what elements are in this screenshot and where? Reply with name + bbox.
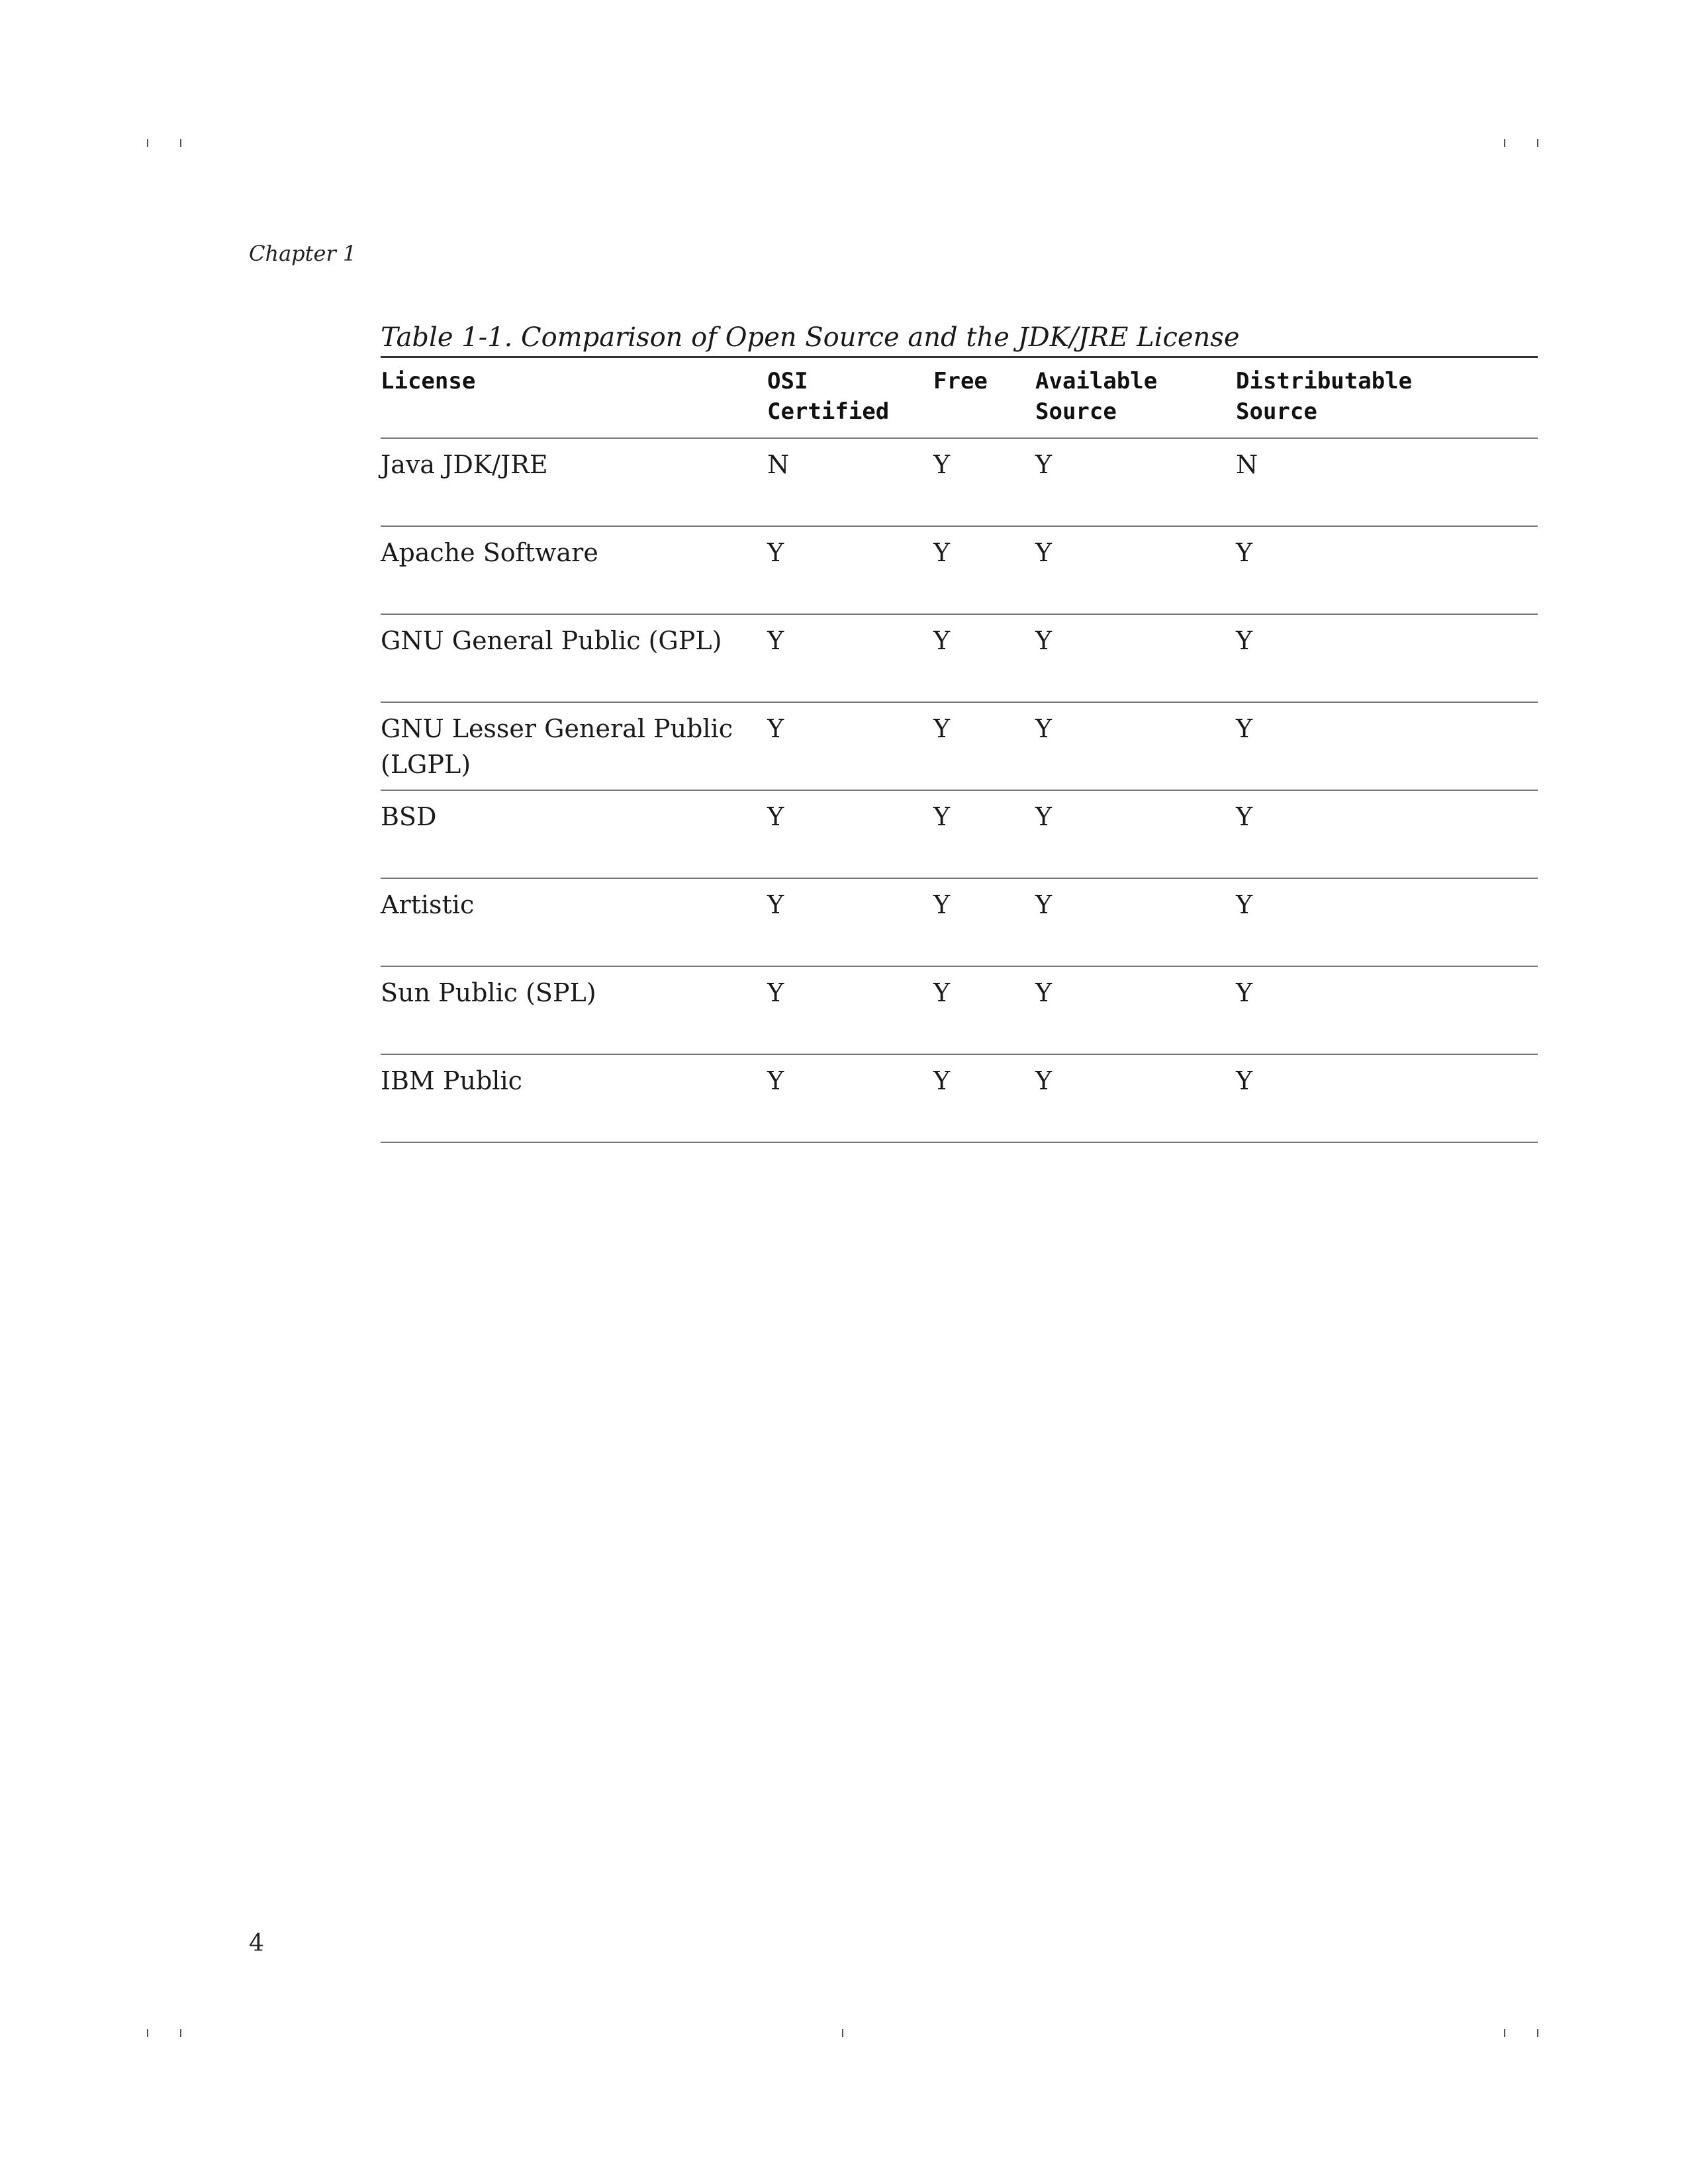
cell-license: Java JDK/JRE	[381, 438, 767, 526]
cell-osi-certified: Y	[767, 614, 933, 702]
table-row	[381, 614, 1538, 702]
crop-mark	[180, 2029, 181, 2037]
crop-mark	[1504, 2029, 1505, 2037]
cell-available-source: Y	[1035, 1054, 1236, 1142]
cell-free: Y	[933, 702, 1035, 790]
crop-mark	[180, 139, 181, 147]
crop-mark	[147, 139, 148, 147]
cell-available-source: Y	[1035, 526, 1236, 614]
table-caption: Table 1-1. Comparison of Open Source and the JDK/JRE License	[381, 322, 1240, 353]
cell-available-source: Y	[1035, 614, 1236, 702]
cell-available-source: Y	[1035, 878, 1236, 966]
cell-distributable-source: Y	[1236, 526, 1538, 614]
license-comparison-table	[381, 356, 1538, 1143]
cell-license: BSD	[381, 790, 767, 878]
cell-free: Y	[933, 790, 1035, 878]
table-row	[381, 702, 1538, 790]
cell-distributable-source: N	[1236, 438, 1538, 526]
cell-free: Y	[933, 966, 1035, 1054]
cell-available-source: Y	[1035, 438, 1236, 526]
crop-mark	[147, 2029, 148, 2037]
column-header-distributable-source: Distributable Source	[1236, 357, 1538, 439]
cell-distributable-source: Y	[1236, 1054, 1538, 1142]
cell-license: Sun Public (SPL)	[381, 966, 767, 1054]
cell-free: Y	[933, 614, 1035, 702]
cell-osi-certified: Y	[767, 702, 933, 790]
cell-license: Apache Software	[381, 526, 767, 614]
crop-mark	[1537, 2029, 1538, 2037]
cell-osi-certified: Y	[767, 966, 933, 1054]
cell-free: Y	[933, 878, 1035, 966]
table-row	[381, 438, 1538, 526]
cell-available-source: Y	[1035, 790, 1236, 878]
crop-mark	[842, 2029, 843, 2037]
cell-free: Y	[933, 438, 1035, 526]
column-header-license: License	[381, 357, 767, 439]
cell-osi-certified: Y	[767, 790, 933, 878]
crop-mark	[1504, 139, 1505, 147]
cell-available-source: Y	[1035, 702, 1236, 790]
cell-license: IBM Public	[381, 1054, 767, 1142]
cell-distributable-source: Y	[1236, 614, 1538, 702]
cell-osi-certified: Y	[767, 878, 933, 966]
table-row	[381, 878, 1538, 966]
cell-distributable-source: Y	[1236, 966, 1538, 1054]
crop-mark	[1537, 139, 1538, 147]
table-row	[381, 526, 1538, 614]
running-head: Chapter 1	[249, 241, 357, 266]
column-header-free: Free	[933, 357, 1035, 439]
cell-available-source: Y	[1035, 966, 1236, 1054]
license-comparison-table-block	[381, 319, 1538, 1143]
cell-distributable-source: Y	[1236, 878, 1538, 966]
cell-osi-certified: N	[767, 438, 933, 526]
table-header-row	[381, 357, 1538, 439]
column-header-osi-certified: OSI Certified	[767, 357, 933, 439]
table-row	[381, 1054, 1538, 1142]
cell-distributable-source: Y	[1236, 702, 1538, 790]
cell-free: Y	[933, 526, 1035, 614]
cell-free: Y	[933, 1054, 1035, 1142]
cell-license: GNU General Public (GPL)	[381, 614, 767, 702]
table-row	[381, 966, 1538, 1054]
cell-license: Artistic	[381, 878, 767, 966]
cell-osi-certified: Y	[767, 1054, 933, 1142]
cell-license: GNU Lesser General Public (LGPL)	[381, 702, 767, 790]
cell-distributable-source: Y	[1236, 790, 1538, 878]
table-row	[381, 790, 1538, 878]
column-header-available-source: Available Source	[1035, 357, 1236, 439]
page-number: 4	[249, 1930, 264, 1957]
cell-osi-certified: Y	[767, 526, 933, 614]
